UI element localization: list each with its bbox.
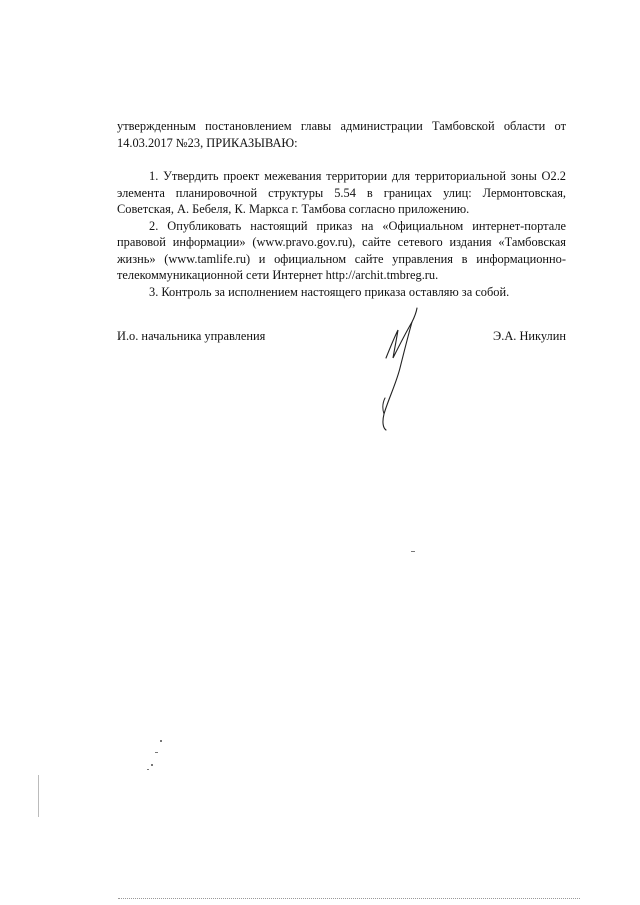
order-item-2: 2. Опубликовать настоящий приказ на «Официальном интернет-портале правовой информации» (www.pravo.gov.ru), сайте сетевого издания «Тамбовская жизнь» (www.tamlife.ru) и официальном сайте управления в информационно-телекоммуникационной сети Интернет http://archit.tmbreg.ru. — [117, 218, 566, 282]
signatory-name: Э.А. Никулин — [493, 329, 566, 343]
scan-speck — [151, 764, 153, 766]
document-body — [117, 118, 566, 300]
scan-speck — [147, 769, 149, 770]
scan-speck — [160, 740, 162, 742]
scan-speck — [411, 551, 415, 552]
intro-paragraph: утвержденным постановлением главы администрации Тамбовской области от 14.03.2017 №23, ПРИКАЗЫВАЮ: — [117, 119, 566, 150]
scan-edge-mark — [38, 775, 39, 817]
scan-speck — [155, 752, 158, 753]
order-item-1: 1. Утвердить проект межевания территории для территориальной зоны О2.2 элемента планировочной структуры 5.54 в границах улиц: Лермонтовская, Советская, А. Бебеля, К. Маркса г. Тамбова согласно приложению. — [117, 169, 566, 216]
signature-block — [117, 329, 566, 349]
order-item-3: 3. Контроль за исполнением настоящего приказа оставляю за собой. — [149, 284, 510, 299]
scan-bottom-edge — [118, 898, 580, 899]
handwritten-signature — [372, 296, 432, 436]
signatory-position: И.о. начальника управления — [117, 329, 266, 343]
